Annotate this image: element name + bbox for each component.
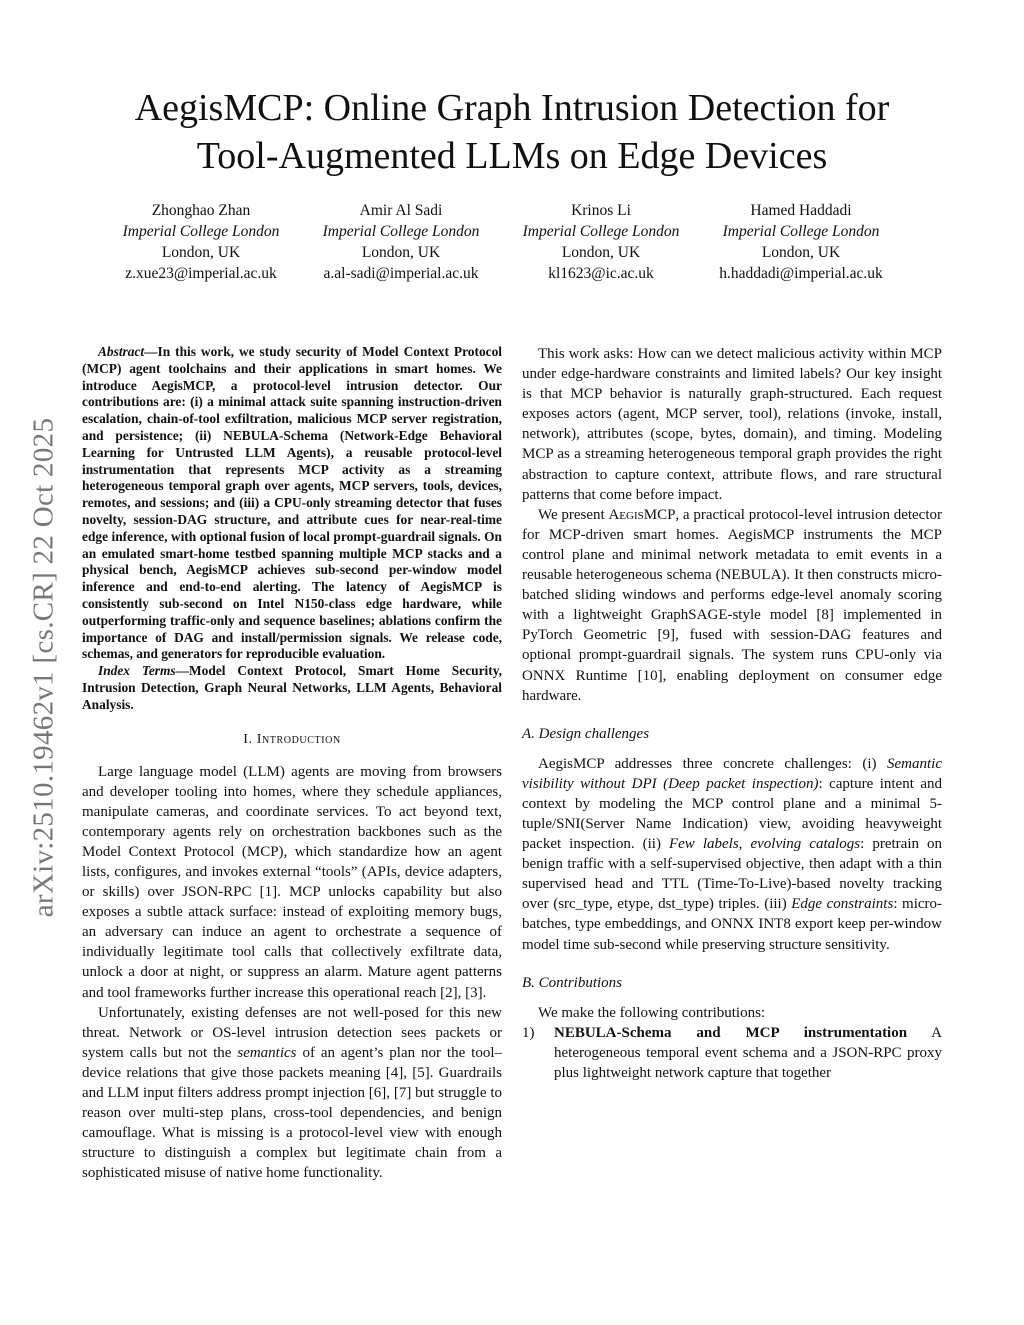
author-location: London, UK xyxy=(761,244,841,261)
title-line-2: Tool-Augmented LLMs on Edge Devices xyxy=(196,135,828,177)
title-line-1: AegisMCP: Online Graph Intrusion Detection for xyxy=(134,87,890,129)
abstract-text: In this work, we study security of Model Context Protocol (MCP) agent toolchains and their applications in smart homes. We introduce AegisMCP, a protocol-level intrusion detector. Our contributions are: (i) a minimal attack suite spanning instruction-driven escalation, chain-of-tool exfiltration, malicious MCP server registration, and persistence; (ii) NEBULA-Schema (Network-Edge Behavioral Learning for Untrusted LLM Agents), a reusable protocol-level instrumentation that represents MCP activity as a streaming heterogeneous temporal graph over agents, MCP servers, tools, devices, remotes, and sessions; and (iii) a CPU-only streaming detector that fuses novelty, session-DAG structure, and attribute cues for near-real-time edge inference, with optional fusion of local prompt-guardrail signals. On an emulated smart-home testbed spanning multiple MCP stacks and a physical bench, AegisMCP achieves sub-second per-window model inference and end-to-end alerting. The latency of AegisMCP is consistently sub-second on Intel N150-class edge hardware, while outperforming traffic-only and sequence baselines; ablations confirm the importance of DAG and install/permission signals. We release code, schemas, and generators for reproducible evaluation. xyxy=(82,344,502,662)
intro-paragraph-1: Large language model (LLM) agents are moving from browsers and developer tooling into homes, where they schedule appliances, manipulate cameras, and coordinate services. To act beyond text, contemporary agents rely on orchestration backbones such as the Model Context Protocol (MCP), which standardize how an agent lists, configures, and invokes external “tools” (APIs, device adapters, or skills) over JSON-RPC [1]. MCP unlocks capability but also exposes a subtle attack surface: instead of exploiting memory bugs, an adversary can induce an agent to orchestrate a sequence of individually legitimate tool calls that collectively exfiltrate data, unlock a door at night, or suppress an alarm. Mature agent patterns and tool frameworks further increase this operational reach [2], [3]. xyxy=(82,763,502,1001)
design-challenges-paragraph: AegisMCP addresses three concrete challenges: (i) Semantic visibility without DPI (Deep packet inspection): capture intent and context by modeling the MCP control plane and a minimal 5-tuple/SNI(Server Name Indication) view, avoiding heavyweight packet inspection. (ii) Few labels, evolving catalogs: pretrain on benign traffic with a self-supervised objective, then adapt with a thin supervised head and TTL (Time-To-Live)-based novelty tracking over (src_type, etype, dst_type) triples. (iii) Edge constraints: micro-batches, type embeddings, and ONNX INT8 export keep per-window model time sub-second while preserving structure sensitivity. xyxy=(522,755,943,953)
contribution-item xyxy=(522,1023,942,1083)
author-affiliation: Imperial College London xyxy=(322,223,480,240)
contribution-title: NEBULA-Schema and MCP instrumentation xyxy=(554,1024,908,1041)
intro-paragraph-2: Unfortunately, existing defenses are not well-posed for this new threat. Network or OS-level intrusion detection sees packets or system calls but not the semantics of an agent’s plan nor the tool–device relations that give those packets meaning [4], [5]. Guardrails and LLM input filters address prompt injection [6], [7] but struggle to reason over multi-step plans, cross-tool dependencies, and benign camouflage. What is missing is a protocol-level view with enough structure to distinguish a complex but legitimate chain from a sophisticated misuse of native home functionality. xyxy=(82,1004,502,1182)
author-email: z.xue23@imperial.ac.uk xyxy=(125,265,277,282)
author-name: Amir Al Sadi xyxy=(359,202,443,219)
author-affiliation: Imperial College London xyxy=(722,223,880,240)
intro-paragraph-3: This work asks: How can we detect malicious activity within MCP under edge-hardware constraints and limited labels? Our key insight is that MCP behavior is naturally graph-structured. Each request exposes actors (agent, MCP server, tool), relations (invoke, install, network), attributes (scope, bytes, domain), and timing. Modeling MCP as a streaming heterogeneous temporal graph provides the right abstraction to capture context, attribute flows, and rare structural patterns that come before impact. xyxy=(522,346,942,503)
author-name: Zhonghao Zhan xyxy=(151,202,251,219)
author-location: London, UK xyxy=(161,244,241,261)
author-email: h.haddadi@imperial.ac.uk xyxy=(719,265,883,282)
author-email: a.al-sadi@imperial.ac.uk xyxy=(323,265,479,282)
list-number: 1) xyxy=(522,1024,535,1041)
index-terms: Index Terms—Model Context Protocol, Smart Home Security, Intrusion Detection, Graph Neural Networks, LLM Agents, Behavioral Analysis. xyxy=(82,663,503,712)
author-block xyxy=(96,200,896,300)
left-column xyxy=(82,344,502,1184)
author-name: Hamed Haddadi xyxy=(750,202,852,219)
author-affiliation: Imperial College London xyxy=(122,223,280,240)
author-2 xyxy=(296,200,506,284)
index-terms-label: Index Terms xyxy=(98,663,176,679)
section-heading-introduction xyxy=(82,732,502,748)
contribution-text: A heterogeneous temporal event schema and a JSON-RPC proxy plus lightweight network capture that together xyxy=(554,1024,942,1081)
author-location: London, UK xyxy=(361,244,441,261)
contributions-intro: We make the following contributions: xyxy=(538,1004,766,1021)
section-title: Introduction xyxy=(256,731,341,747)
author-3 xyxy=(496,200,706,284)
author-location: London, UK xyxy=(561,244,641,261)
arxiv-id: arXiv:2510.19462v1 [cs.CR] 22 Oct 2025 xyxy=(27,417,60,917)
abstract: Abstract—In this work, we study security of Model Context Protocol (MCP) agent toolchains and their applications in smart homes. We introduce AegisMCP, a protocol-level intrusion detector. Our contributions are: (i) a minimal attack suite spanning instruction-driven escalation, chain-of-tool exfiltration, malicious MCP server registration, and persistence; (ii) NEBULA-Schema (Network-Edge Behavioral Learning for Untrusted LLM Agents), a reusable protocol-level instrumentation that represents MCP activity as a streaming heterogeneous temporal graph over agents, MCP servers, tools, devices, remotes, and sessions; and (iii) a CPU-only streaming detector that fuses novelty, session-DAG structure, and attribute cues for near-real-time edge inference, with optional fusion of local prompt-guardrail signals. On an emulated smart-home testbed spanning multiple MCP stacks and a physical bench, AegisMCP achieves sub-second per-window model inference and end-to-end alerting. The latency of AegisMCP is consistently sub-second on Intel N150-class edge hardware, while outperforming traffic-only and sequence baselines; ablations confirm the importance of DAG and install/permission signals. We release code, schemas, and generators for reproducible evaluation. xyxy=(82,344,502,662)
section-number: I. xyxy=(243,731,253,747)
intro-paragraph-4: We present AegisMCP, a practical protocol-level intrusion detector for MCP-driven smart homes. AegisMCP instruments the MCP control plane and minimal network metadata to emit events in a reusable heterogeneous schema (NEBULA). It then constructs micro-batched sliding windows and performs edge-level anomaly scoring with a lightweight GraphSAGE-style model [8] implemented in PyTorch Geometric [9], fused with session-DAG features and optional prompt-guardrail signals. The system runs CPU-only via ONNX Runtime [10], enabling deployment on consumer edge hardware. xyxy=(522,506,943,704)
subsection-heading-contributions: B. Contributions xyxy=(522,974,623,991)
author-name: Krinos Li xyxy=(571,202,631,219)
author-affiliation: Imperial College London xyxy=(522,223,680,240)
right-column xyxy=(522,344,942,1083)
author-email: kl1623@ic.ac.uk xyxy=(548,265,654,282)
index-terms-text: Model Context Protocol, Smart Home Security, Intrusion Detection, Graph Neural Networks, LLM Agents, Behavioral Analysis. xyxy=(82,663,503,712)
author-4 xyxy=(696,200,906,284)
author-1 xyxy=(96,200,306,284)
arxiv-stamp xyxy=(24,372,64,962)
abstract-label: Abstract xyxy=(98,344,145,359)
subsection-heading-design-challenges: A. Design challenges xyxy=(522,725,650,742)
paper-title xyxy=(80,84,944,180)
